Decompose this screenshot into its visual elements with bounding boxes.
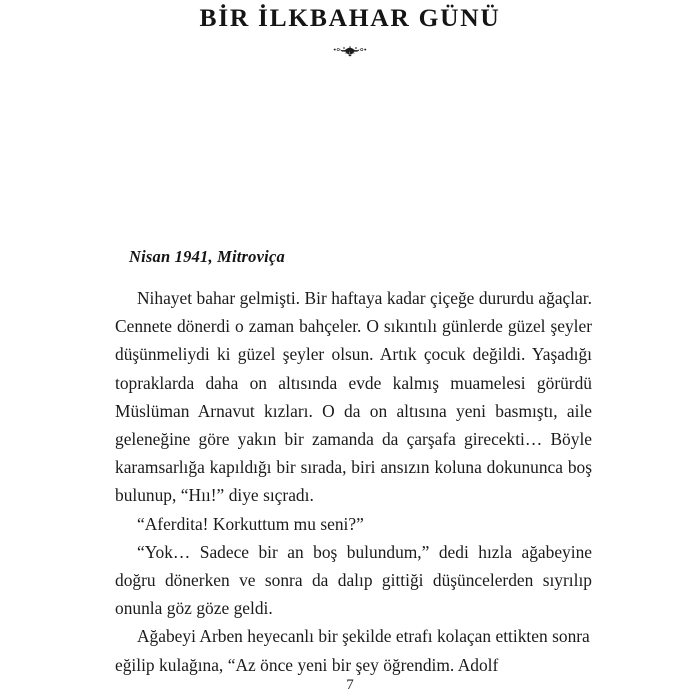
paragraph: Ağabeyi Arben heyecanlı bir şekilde etrafı kolaçan ettikten sonra eğilip kulağına, “Az önce yeni bir şey öğrendim. Adolf xyxy=(115,626,590,675)
dateline: Nisan 1941, Mitroviça xyxy=(129,247,285,266)
paragraph: Nihayet bahar gelmişti. Bir haftaya kadar çiçeğe dururdu ağaçlar. Cennete dönerdi o zaman bahçeler. O sıkıntılı günlerde güzel şeyler düşünmeliydi ki güzel şeyler olsun. Artık çocuk değildi. Yaşadığı topraklarda daha on altısında evde kalmış muamelesi görürdü Müslüman Arnavut kızları. O da on altısına yeni basmıştı, aile geleneğine göre yakın bir zamanda da çarşafa girecekti… Böyle karamsarlığa kapıldığı bir sırada, biri ansızın koluna dokununca boş bulunup, “Hıı!” diye sıçradı. xyxy=(115,288,592,506)
page-title: BİR İLKBAHAR GÜNÜ xyxy=(199,3,501,32)
paragraph: “Yok… Sadece bir an boş bulundum,” dedi hızla ağabeyine doğru dönerken ve sonra da dalıp gittiği düşüncelerden sıyrılıp onunla göz göze geldi. xyxy=(115,541,592,619)
fleuron-ornament xyxy=(327,43,373,59)
body-text-block xyxy=(115,243,592,679)
paragraph: “Aferdita! Korkuttum mu seni?” xyxy=(137,513,364,534)
chapter-header xyxy=(0,4,700,59)
page-number: 7 xyxy=(346,677,354,693)
